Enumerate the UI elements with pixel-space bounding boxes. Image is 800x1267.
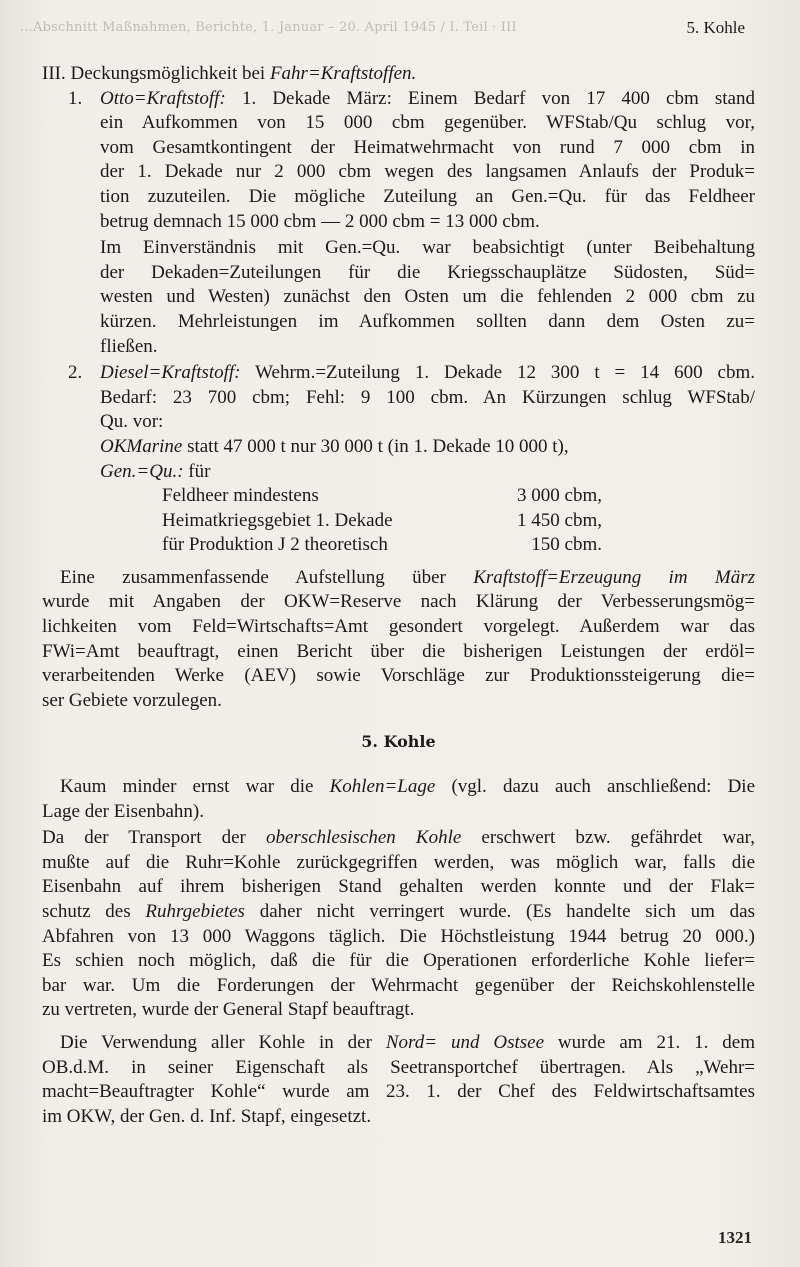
text-line: der 1. Dekade nur 2 000 cbm wegen des langsamen Anlaufs der Produk= bbox=[100, 161, 755, 183]
table-row: Feldheer mindestens 3 000 cbm, bbox=[162, 485, 602, 507]
text-line: Otto=Kraftstoff: 1. Dekade März: Einem Bedarf von 17 400 cbm stand bbox=[100, 87, 755, 109]
text-line: Kaum minder ernst war die Kohlen=Lage (vgl. dazu auch anschließend: Die bbox=[60, 776, 755, 798]
text-line: kürzen. Mehrleistungen im Aufkommen sollten dann dem Osten zu= bbox=[100, 310, 755, 332]
text-line: Eine zusammenfassende Aufstellung über Kraftstoff=Erzeugung im März bbox=[60, 566, 755, 588]
summary-paragraph bbox=[42, 566, 755, 714]
text-line: fließen. bbox=[100, 335, 158, 357]
text-line: Die Verwendung aller Kohle in der Nord= und Ostsee wurde am 21. 1. dem bbox=[60, 1031, 756, 1053]
text-line: ser Gebiete vorzulegen. bbox=[42, 689, 222, 711]
text-line: Da der Transport der oberschlesischen Kohle erschwert bzw. gefährdet war, bbox=[42, 827, 755, 849]
text-line: zu vertreten, wurde der General Stapf beauftragt. bbox=[42, 999, 415, 1021]
text-line: OKMarine statt 47 000 t nur 30 000 t (in 1. Dekade 10 000 t), bbox=[100, 435, 569, 457]
text-line: Es schien noch möglich, daß die für die Operationen erforderliche Kohle liefer= bbox=[42, 950, 755, 972]
item-paragraph bbox=[100, 87, 755, 235]
text-line: lichkeiten vom Feld=Wirtschafts=Amt gesondert vorgelegt. Außerdem war das bbox=[42, 616, 755, 638]
text-line: tion zuzuteilen. Die mögliche Zuteilung an Gen.=Qu. für das Feldheer bbox=[100, 185, 755, 207]
text-line: wurde mit Angaben der OKW=Reserve nach Klärung der Verbesserungsmög= bbox=[42, 591, 755, 613]
text-line: im OKW, der Gen. d. Inf. Stapf, eingesetzt. bbox=[42, 1105, 372, 1127]
kohle-paragraph-1 bbox=[42, 775, 755, 824]
kohle-paragraph-2 bbox=[42, 826, 755, 1023]
text-line: Gen.=Qu.: für bbox=[100, 460, 211, 482]
text-line: Diesel=Kraftstoff: Wehrm.=Zuteilung 1. Dekade 12 300 t = 14 600 cbm. bbox=[100, 362, 755, 384]
table-row: Heimatkriegsgebiet 1. Dekade 1 450 cbm, bbox=[162, 509, 602, 531]
text-line: Bedarf: 23 700 cbm; Fehl: 9 100 cbm. An Kürzungen schlug WFStab/ bbox=[100, 386, 755, 408]
item-number: 2. bbox=[68, 362, 83, 384]
text-line: Lage der Eisenbahn). bbox=[42, 800, 204, 822]
running-head: 5. Kohle bbox=[686, 18, 745, 37]
kohle-paragraph-3 bbox=[42, 1031, 755, 1129]
text-line: mußte auf die Ruhr=Kohle zurückgegriffen werden, was möglich war, falls die bbox=[42, 851, 755, 873]
page-body bbox=[42, 62, 755, 1129]
text-line: Qu. vor: bbox=[100, 411, 164, 433]
text-line: der Dekaden=Zuteilungen für die Kriegsschauplätze Südosten, Süd= bbox=[100, 261, 755, 283]
text-line: bar war. Um die Forderungen der Wehrmacht gegenüber der Reichskohlenstelle bbox=[42, 974, 755, 996]
text-line: vom Gesamtkontingent der Heimatwehrmacht von rund 7 000 cbm in bbox=[100, 136, 755, 158]
text-line: verarbeitenden Werke (AEV) sowie Vorschläge zur Produktionssteigerung die= bbox=[42, 665, 755, 687]
section-heading: III. Deckungsmöglichkeit bei Fahr=Kraftstoffen. bbox=[42, 63, 417, 84]
text-line: betrug demnach 15 000 cbm — 2 000 cbm = 13 000 cbm. bbox=[100, 210, 540, 232]
text-line: FWi=Amt beauftragt, einen Bericht über die bisherigen Leistungen der erdöl= bbox=[42, 640, 755, 662]
text-line: Im Einverständnis mit Gen.=Qu. war beabsichtigt (unter Beibehaltung bbox=[100, 237, 755, 259]
item-paragraph bbox=[100, 361, 755, 484]
text-line: westen und Westen) zunächst den Osten um die fehlenden 2 000 cbm zu bbox=[100, 286, 755, 308]
text-line: schutz des Ruhrgebietes daher nicht verringert wurde. (Es handelte sich um das bbox=[42, 901, 755, 922]
table-row: für Produktion J 2 theoretisch 150 cbm. bbox=[162, 534, 602, 556]
page-number: 1321 bbox=[718, 1228, 752, 1247]
faint-header: ...Abschnitt Maßnahmen, Berichte, 1. Januar – 20. April 1945 / I. Teil · III bbox=[20, 20, 517, 35]
text-line: ein Aufkommen von 15 000 cbm gegenüber. WFStab/Qu schlug vor, bbox=[100, 112, 755, 134]
text-line: Abfahren von 13 000 Waggons täglich. Die Höchstleistung 1944 betrug 20 000.) bbox=[42, 925, 755, 947]
text-line: macht=Beauftragter Kohle“ wurde am 23. 1. der Chef des Feldwirtschaftsamtes bbox=[42, 1081, 755, 1103]
item-paragraph bbox=[100, 236, 755, 359]
text-line: Eisenbahn auf ihrem bisherigen Stand gehalten werden konnte und der Flak= bbox=[42, 876, 755, 898]
allocation-table bbox=[162, 484, 755, 558]
chapter-title: 5. Kohle bbox=[361, 732, 436, 752]
list-item-diesel bbox=[42, 361, 755, 558]
list-item-otto bbox=[42, 87, 755, 360]
text-line: OB.d.M. in seiner Eigenschaft als Seetransportchef übertragen. Als „Wehr= bbox=[42, 1056, 755, 1078]
item-number: 1. bbox=[68, 87, 83, 109]
